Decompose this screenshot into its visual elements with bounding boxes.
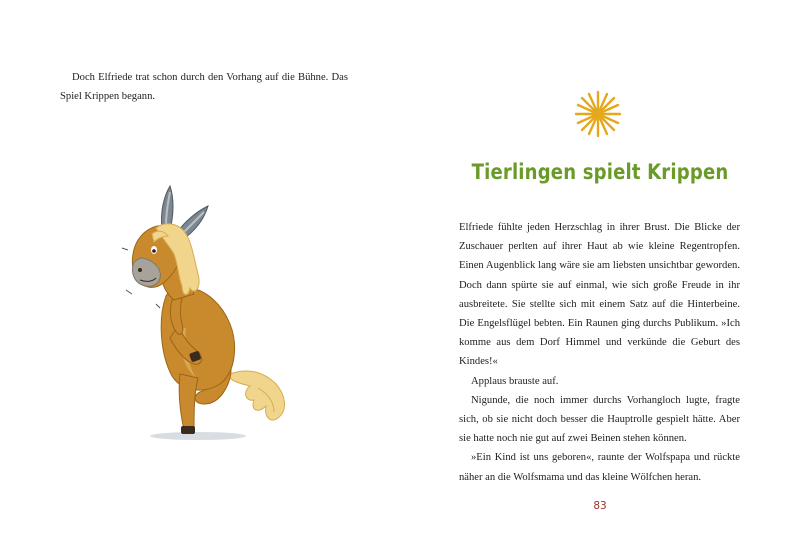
body-paragraph: »Ein Kind ist uns geboren«, raunte der Wolfspapa und rückte näher an die Wolfsmama und das kleine Wölfchen heran.: [459, 452, 740, 483]
left-paragraph: Doch Elfriede trat schon durch den Vorhang auf die Bühne. Das Spiel Krippen begann.: [60, 72, 348, 102]
chapter-title: Tierlingen spielt Krippen: [471, 160, 729, 184]
body-paragraph: Nigunde, die noch immer durchs Vorhangloch lugte, fragte sich, ob sie nicht doch besser die Hauptrolle gespielt hätte. Aber sie hatte noch nie gut auf zwei Beinen stehen können.: [459, 394, 740, 445]
left-page-text: [60, 68, 348, 106]
right-page-text: [459, 218, 740, 487]
page-number: 83: [593, 500, 607, 512]
body-paragraph: Applaus brauste auf.: [471, 375, 559, 387]
body-paragraph: Elfriede fühlte jeden Herzschlag in ihrer Brust. Die Blicke der Zuschauer perlten auf ihrer Haut ab wie kleine Regentropfen. Einen Augenblick lang wäre sie am liebsten unsichtbar geworden. Doch dann spürte sie auf einmal, wie sich große Freude in ihr ausbreitete. Sie stellte sich mit einem Satz auf die Hinterbeine. Die Engelsflügel bebten. Ein Raunen ging durchs Publikum. »Ich komme aus dem Dorf Himmel und verkünde die Geburt des Kindes!«: [459, 222, 740, 368]
donkey-illustration: [118, 178, 308, 448]
star-ornament-icon: [572, 88, 624, 140]
